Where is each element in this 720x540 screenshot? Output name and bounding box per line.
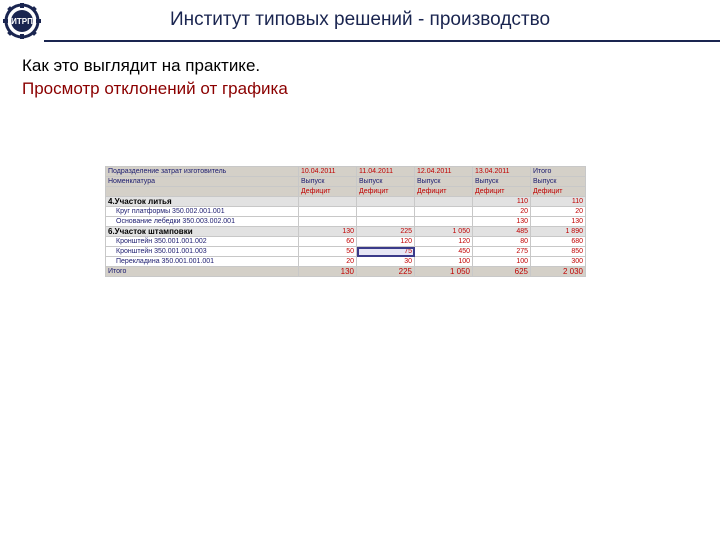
item-name[interactable]: Кронштейн 350.001.001.003: [106, 247, 299, 257]
deficit-cell[interactable]: 130: [299, 227, 357, 237]
header-cell-output: Выпуск: [357, 177, 415, 187]
subtitle-line-2: Просмотр отклонений от графика: [22, 79, 288, 98]
slide-header: [0, 0, 720, 44]
deficit-cell[interactable]: 50: [299, 247, 357, 257]
total-cell[interactable]: 1 050: [415, 267, 473, 277]
deficit-cell[interactable]: [357, 197, 415, 207]
header-cell-deficit: Дефицит: [415, 187, 473, 197]
deficit-cell[interactable]: 450: [415, 247, 473, 257]
item-name[interactable]: Кронштейн 350.001.001.002: [106, 237, 299, 247]
item-name[interactable]: Перекладина 350.001.001.001: [106, 257, 299, 267]
header-cell-deficit: Дефицит: [357, 187, 415, 197]
header-cell-date-4[interactable]: 13.04.2011: [473, 167, 531, 177]
deficit-cell[interactable]: [357, 207, 415, 217]
subtitle-line-1: Как это выглядит на практике.: [22, 56, 261, 75]
header-cell-date-2[interactable]: 11.04.2011: [357, 167, 415, 177]
deficit-total-cell[interactable]: 130: [531, 217, 586, 227]
deviation-report: [105, 166, 585, 277]
group-row-stamping[interactable]: [106, 227, 586, 237]
deficit-cell[interactable]: 1 050: [415, 227, 473, 237]
deficit-cell[interactable]: [299, 207, 357, 217]
deficit-cell[interactable]: 30: [357, 257, 415, 267]
deficit-cell[interactable]: [415, 207, 473, 217]
header-cell-output: Выпуск: [531, 177, 586, 187]
header-cell-output: Выпуск: [473, 177, 531, 187]
table-row[interactable]: [106, 257, 586, 267]
header-row-deficit: [106, 187, 586, 197]
header-cell-output: Выпуск: [299, 177, 357, 187]
header-cell-department: Подразделение затрат изготовитель: [106, 167, 299, 177]
header-row-output: [106, 177, 586, 187]
total-cell[interactable]: 130: [299, 267, 357, 277]
deficit-cell[interactable]: 275: [473, 247, 531, 257]
total-cell[interactable]: 625: [473, 267, 531, 277]
deficit-cell[interactable]: 130: [473, 217, 531, 227]
report-table: [105, 166, 586, 277]
logo-text: ИТРП: [11, 17, 33, 26]
header-cell-total[interactable]: Итого: [531, 167, 586, 177]
group-row-casting[interactable]: [106, 197, 586, 207]
deficit-cell[interactable]: 110: [473, 197, 531, 207]
deficit-total-cell[interactable]: 300: [531, 257, 586, 267]
header-row-dates: [106, 167, 586, 177]
deficit-cell[interactable]: [299, 197, 357, 207]
deficit-cell[interactable]: 20: [473, 207, 531, 217]
table-row[interactable]: [106, 217, 586, 227]
deficit-cell[interactable]: [415, 197, 473, 207]
header-cell-output: Выпуск: [415, 177, 473, 187]
slide-title: Институт типовых решений - производство: [169, 9, 551, 30]
deficit-cell[interactable]: 100: [415, 257, 473, 267]
header-cell-deficit: Дефицит: [473, 187, 531, 197]
deficit-total-cell[interactable]: 1 890: [531, 227, 586, 237]
total-cell[interactable]: 225: [357, 267, 415, 277]
deficit-total-cell[interactable]: 850: [531, 247, 586, 257]
deficit-total-cell[interactable]: 110: [531, 197, 586, 207]
deficit-cell[interactable]: 80: [473, 237, 531, 247]
deficit-cell[interactable]: 20: [299, 257, 357, 267]
total-row[interactable]: [106, 267, 586, 277]
deficit-cell[interactable]: [357, 217, 415, 227]
table-row[interactable]: [106, 247, 586, 257]
group-name[interactable]: 6.Участок штамповки: [106, 227, 299, 237]
grand-total-cell[interactable]: 2 030: [531, 267, 586, 277]
deficit-cell[interactable]: [415, 217, 473, 227]
deficit-cell[interactable]: 100: [473, 257, 531, 267]
deficit-cell[interactable]: 60: [299, 237, 357, 247]
deficit-cell[interactable]: 225: [357, 227, 415, 237]
selected-cell[interactable]: 75: [357, 247, 415, 257]
header-cell-date-3[interactable]: 12.04.2011: [415, 167, 473, 177]
table-row[interactable]: [106, 237, 586, 247]
item-name[interactable]: Основание лебедки 350.003.002.001: [106, 217, 299, 227]
header-cell-empty: [106, 187, 299, 197]
header-cell-nomenclature: Номенклатура: [106, 177, 299, 187]
deficit-cell[interactable]: 120: [357, 237, 415, 247]
header-cell-deficit: Дефицит: [299, 187, 357, 197]
deficit-cell[interactable]: 485: [473, 227, 531, 237]
deficit-total-cell[interactable]: 680: [531, 237, 586, 247]
header-divider: [44, 40, 720, 42]
deficit-cell[interactable]: 120: [415, 237, 473, 247]
item-name[interactable]: Круг платформы 350.002.001.001: [106, 207, 299, 217]
header-cell-deficit: Дефицит: [531, 187, 586, 197]
table-row[interactable]: [106, 207, 586, 217]
group-name[interactable]: 4.Участок литья: [106, 197, 299, 207]
total-label: Итого: [106, 267, 299, 277]
deficit-cell[interactable]: [299, 217, 357, 227]
deficit-total-cell[interactable]: 20: [531, 207, 586, 217]
header-cell-date-1[interactable]: 10.04.2011: [299, 167, 357, 177]
